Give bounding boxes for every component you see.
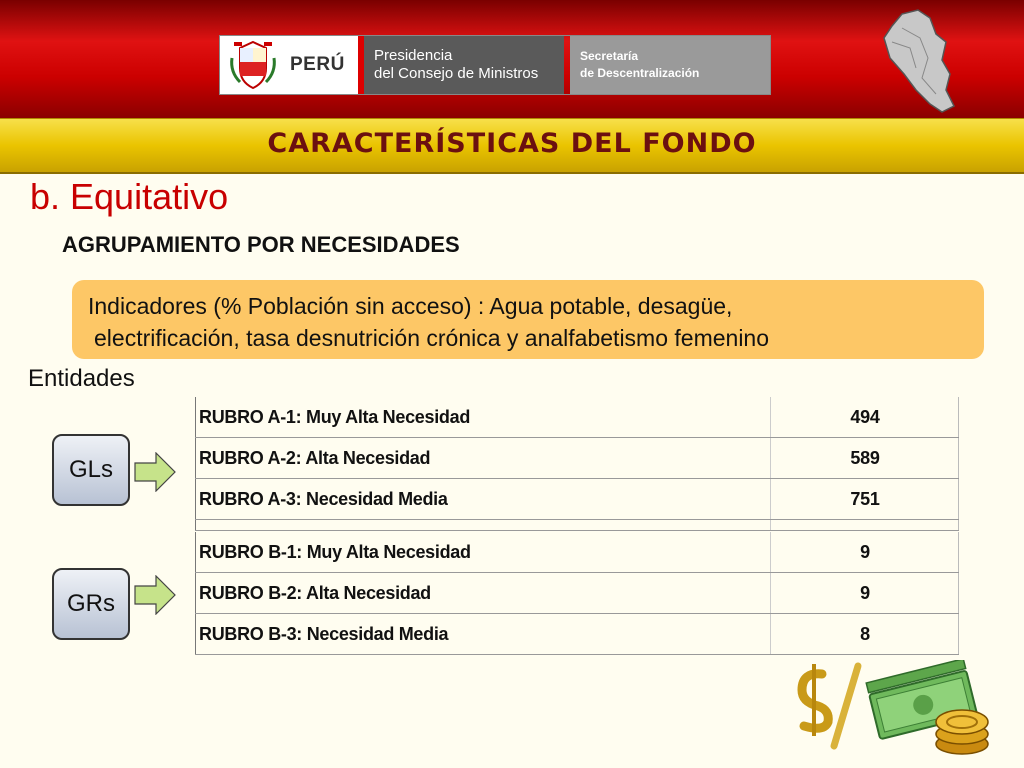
rubro-value: 9 xyxy=(771,532,960,573)
entidades-label: Entidades xyxy=(28,365,135,392)
table-row xyxy=(195,438,959,479)
rubro-name: RUBRO A-2: Alta Necesidad xyxy=(195,438,771,479)
gls-box: GLs xyxy=(52,434,130,506)
logo-presidency-line2: del Consejo de Ministros xyxy=(374,65,539,82)
arrow-right-icon xyxy=(134,452,176,492)
header-banner xyxy=(0,0,1024,118)
logo-secretaria xyxy=(570,36,770,94)
rubro-table-grs xyxy=(195,532,959,655)
table-row xyxy=(195,573,959,614)
section-title: b. Equitativo xyxy=(30,176,229,217)
indicators-line2: electrificación, tasa desnutrición crónica y analfabetismo femenino xyxy=(94,325,770,351)
table-row xyxy=(195,397,959,438)
table-gap xyxy=(195,520,959,531)
title-bar xyxy=(0,118,1024,174)
logo-secretaria-line1: Secretaría xyxy=(580,49,639,63)
rubro-value: 589 xyxy=(771,438,960,479)
table-row xyxy=(195,614,959,655)
table-row xyxy=(195,479,959,520)
peru-logo-block xyxy=(220,36,358,94)
rubro-name: RUBRO B-3: Necesidad Media xyxy=(195,614,771,655)
rubro-name: RUBRO A-1: Muy Alta Necesidad xyxy=(195,397,771,438)
rubro-value: 9 xyxy=(771,573,960,614)
rubro-value: 751 xyxy=(771,479,960,520)
table-row xyxy=(195,532,959,573)
arrow-right-icon xyxy=(134,575,176,615)
indicators-box xyxy=(72,280,984,359)
rubro-name: RUBRO B-1: Muy Alta Necesidad xyxy=(195,532,771,573)
indicators-line1: Indicadores (% Población sin acceso) : Agua potable, desagüe, xyxy=(88,293,733,319)
logo-country: PERÚ xyxy=(290,54,345,75)
pcm-logo xyxy=(220,36,770,94)
rubro-name: RUBRO B-2: Alta Necesidad xyxy=(195,573,771,614)
peru-map-icon xyxy=(880,8,960,116)
logo-presidency xyxy=(364,36,564,94)
rubro-name: RUBRO A-3: Necesidad Media xyxy=(195,479,771,520)
logo-secretaria-line2: de Descentralización xyxy=(580,66,700,80)
soles-money-icon xyxy=(792,660,992,760)
rubro-value: 8 xyxy=(771,614,960,655)
rubro-value: 494 xyxy=(771,397,960,438)
peru-shield-icon xyxy=(226,38,280,92)
page-title: CARACTERÍSTICAS DEL FONDO xyxy=(267,128,757,159)
grs-box: GRs xyxy=(52,568,130,640)
subheading: AGRUPAMIENTO POR NECESIDADES xyxy=(62,232,460,257)
rubro-table-gls xyxy=(195,397,959,531)
logo-presidency-line1: Presidencia xyxy=(374,47,453,64)
